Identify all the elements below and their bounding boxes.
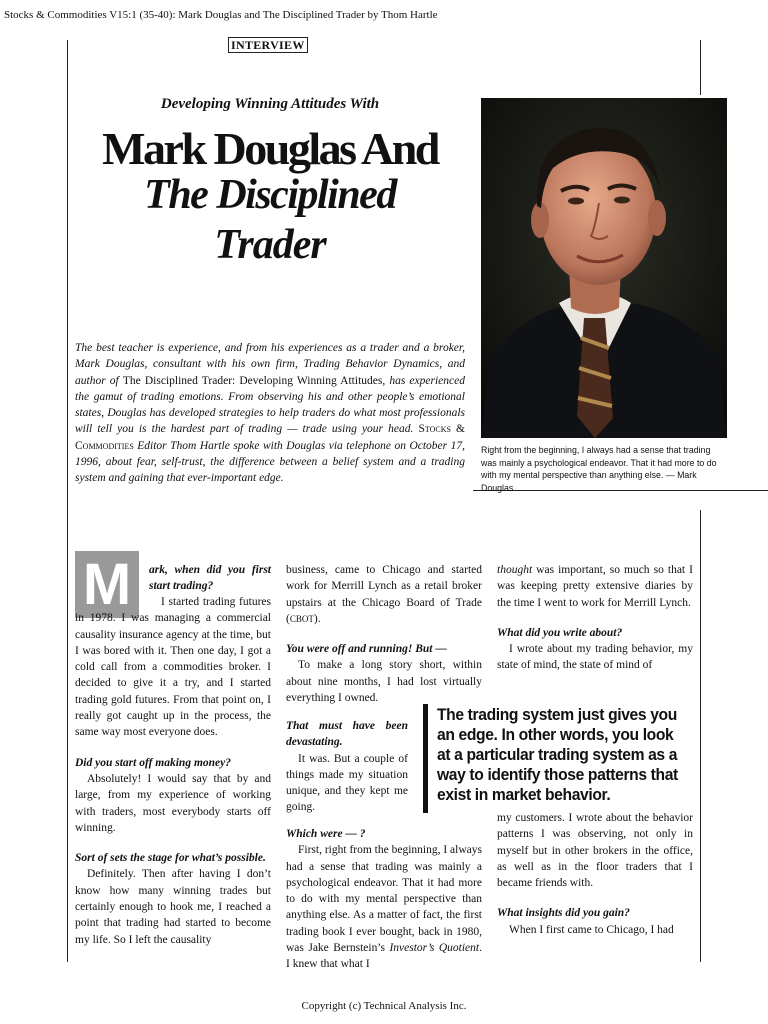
answer-text: Definitely. Then after having I don’t know how many winning trades but certainly enough to hook me, I reached a point that trading had started to become my life. So I left the causality [75, 868, 271, 946]
running-header: Stocks & Commodities V15:1 (35-40): Mark Douglas and The Disciplined Trader by Thom Hartle [4, 9, 438, 21]
question-text: Did you start off making money? [75, 756, 232, 769]
answer-text: When I first came to Chicago, I had [509, 923, 674, 936]
answer-text: To make a long story short, within about nine months, I had lost virtually everything I owned. [286, 659, 482, 705]
pull-quote: The trading system just gives you an edge. In other words, you look at a particular trading system as a way to identify those patterns that exist in market behavior. [437, 705, 678, 804]
column-3-lower [497, 810, 693, 938]
answer-text: I wrote about my trading behavior, my state of mind, the state of mind of [497, 643, 693, 672]
question-text: You were off and running! But — [286, 643, 447, 656]
portrait-photo [481, 98, 727, 438]
answer-text: I started trading futures in 1978. I was managing a commercial causality insurance agency at the time, but I was bored with it. Then one day, I got a cold call from a commodities broker. I decided to give it a try, and I started trading gold futures. From that point on, I really got caught up in the process, the same way most everyone does. [75, 596, 271, 739]
subhead: Developing Winning Attitudes With [160, 96, 380, 112]
column-2-lower [286, 826, 482, 973]
answer-text: thought was important, so much so that I was keeping pretty extensive diaries by the time I went to work for Merrill Lynch. [497, 564, 693, 609]
question-text: That must have been devastating. [286, 720, 408, 749]
answer-text: my customers. I wrote about the behavior patterns I was observing, not only in myself but in other brokers in the office, as well as in the floor traders that I became friends with. [497, 812, 693, 890]
right-rule-lower [700, 510, 701, 962]
answer-text: It was. But a couple of things made my situation unique, and they kept me going. [286, 752, 408, 814]
copyright-footer: Copyright (c) Technical Analysis Inc. [301, 1000, 467, 1012]
pull-quote-bar [423, 704, 428, 813]
page-title-line-3: Trader [214, 222, 326, 268]
question-text: What insights did you gain? [497, 907, 630, 920]
answer-text: business, came to Chicago and started work for Merrill Lynch as a retail broker upstairs at the Chicago Board of Trade (CBOT). [286, 564, 482, 625]
page-title-line-2: The Disciplined [144, 172, 396, 218]
intro-paragraph: The best teacher is experience, and from his experiences as a trader and a broker, Mark Douglas, consultant with his own firm, Trading Behavior Dynamics, and author of The Disciplined Trader: Developing Winning Attitudes, has experienced the gamut of trading emotions. From observing his and other people’s emotional states, Douglas has developed strategies to help traders do what most professionals will tell you is the hardest part of trading — trade using your head. Stocks & Commodities Editor Thom Hartle spoke with Douglas via telephone on October 17, 1996, about fear, self-trust, the difference between a belief system and a trading system and gaining that ever-important edge. [75, 342, 465, 485]
page-title-line-1: Mark Douglas And [102, 123, 438, 174]
photo-caption: Right from the beginning, I always had a sense that trading was mainly a psychological endeavor. That it had more to do with my mental perspective than anything else. — Mark Douglas [481, 445, 717, 493]
section-label: INTERVIEW [228, 37, 308, 53]
answer-text: Absolutely! I would say that by and large, from my experience of working with traders, most everybody starts off winning. [75, 772, 271, 834]
question-text: ark, when did you first start trading? [149, 564, 271, 593]
column-3 [497, 562, 693, 674]
column-2 [286, 562, 482, 706]
question-text: Which were — ? [286, 828, 366, 840]
question-text: What did you write about? [497, 626, 623, 639]
question-text: Sort of sets the stage for what’s possible. [75, 852, 266, 865]
portrait-illustration [481, 98, 727, 438]
right-rule [700, 40, 701, 95]
column-1 [75, 594, 271, 948]
column-1-top [149, 562, 271, 595]
drop-cap: M [75, 551, 139, 618]
column-2-wrap [286, 718, 408, 816]
answer-text: First, right from the beginning, I always had a sense that trading was mainly a psychological endeavor. That it had more to do with my mental perspective than anything else. As a matter of fact, the first trading book I ever bought, back in 1980, was Jake Bernstein’s Investor’s Quotient. I knew that what I [286, 844, 482, 971]
